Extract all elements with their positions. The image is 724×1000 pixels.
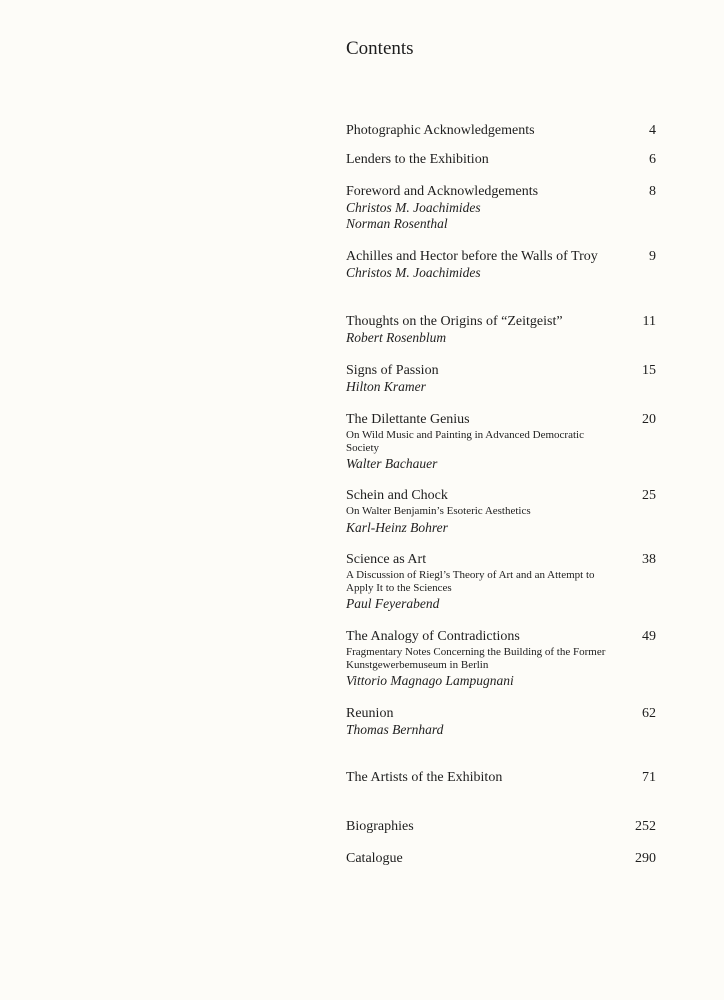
entry-title: Science as Art xyxy=(346,552,427,567)
entry-author: Christos M. Joachimides xyxy=(346,200,481,215)
toc-entry xyxy=(346,151,656,168)
entry-title: Biographies xyxy=(346,819,414,834)
entry-title: Signs of Passion xyxy=(346,363,439,378)
entry-page-number: 49 xyxy=(642,629,656,644)
toc-entry xyxy=(346,487,656,536)
entry-title: Achilles and Hector before the Walls of Troy xyxy=(346,249,598,264)
entry-title: Foreword and Acknowledgements xyxy=(346,184,539,199)
entry-page-number: 62 xyxy=(642,706,656,721)
entry-title: Catalogue xyxy=(346,851,403,866)
toc-entry xyxy=(346,850,656,867)
entry-subtitle: On Wild Music and Painting in Advanced Democratic Society xyxy=(346,429,584,454)
entry-subtitle: Fragmentary Notes Concerning the Building of the Former Kunstgewerbemuseum in Berlin xyxy=(346,646,606,671)
toc-entry xyxy=(346,122,656,139)
entry-page-number: 11 xyxy=(642,314,656,329)
toc-entry xyxy=(346,551,656,612)
toc-entry xyxy=(346,628,656,689)
entry-page-number: 71 xyxy=(642,770,656,785)
entry-author: Robert Rosenblum xyxy=(346,330,447,345)
entry-author: Christos M. Joachimides xyxy=(346,265,481,280)
entry-page-number: 8 xyxy=(649,184,656,199)
toc-entry xyxy=(346,183,656,232)
entry-title: The Artists of the Exhibiton xyxy=(346,770,503,785)
toc-entry xyxy=(346,411,656,472)
entry-page-number: 15 xyxy=(642,363,656,378)
entry-subtitle: On Walter Benjamin’s Esoteric Aesthetics xyxy=(346,505,531,517)
entry-title: The Dilettante Genius xyxy=(346,412,470,427)
entry-page-number: 25 xyxy=(642,488,656,503)
entry-page-number: 6 xyxy=(649,152,656,167)
entry-author: Norman Rosenthal xyxy=(346,216,448,231)
entry-author: Vittorio Magnago Lampugnani xyxy=(346,673,514,688)
entry-page-number: 252 xyxy=(635,819,656,834)
entry-author: Hilton Kramer xyxy=(346,379,426,394)
entry-title: The Analogy of Contradictions xyxy=(346,629,520,644)
toc-entry xyxy=(346,769,656,786)
entry-author: Paul Feyerabend xyxy=(346,596,440,611)
entry-title: Reunion xyxy=(346,706,394,721)
entry-title: Lenders to the Exhibition xyxy=(346,152,489,167)
entry-author: Walter Bachauer xyxy=(346,456,438,471)
entry-subtitle: A Discussion of Riegl’s Theory of Art and an Attempt to Apply It to the Sciences xyxy=(346,569,595,594)
entry-title: Photographic Acknowledgements xyxy=(346,123,535,138)
toc-entry xyxy=(346,313,656,346)
toc-entry xyxy=(346,818,656,835)
entry-title: Schein and Chock xyxy=(346,488,448,503)
entry-page-number: 4 xyxy=(649,123,656,138)
toc-entry xyxy=(346,362,656,395)
entry-author: Karl-Heinz Bohrer xyxy=(346,519,448,535)
page-title: Contents xyxy=(346,38,414,59)
toc-entry xyxy=(346,248,656,281)
entry-author: Thomas Bernhard xyxy=(346,722,444,737)
entry-page-number: 20 xyxy=(642,412,656,427)
entry-page-number: 38 xyxy=(642,552,656,567)
toc-entry xyxy=(346,705,656,738)
entry-title: Thoughts on the Origins of “Zeitgeist” xyxy=(346,314,563,329)
entry-page-number: 290 xyxy=(635,851,656,866)
entry-page-number: 9 xyxy=(649,249,656,264)
